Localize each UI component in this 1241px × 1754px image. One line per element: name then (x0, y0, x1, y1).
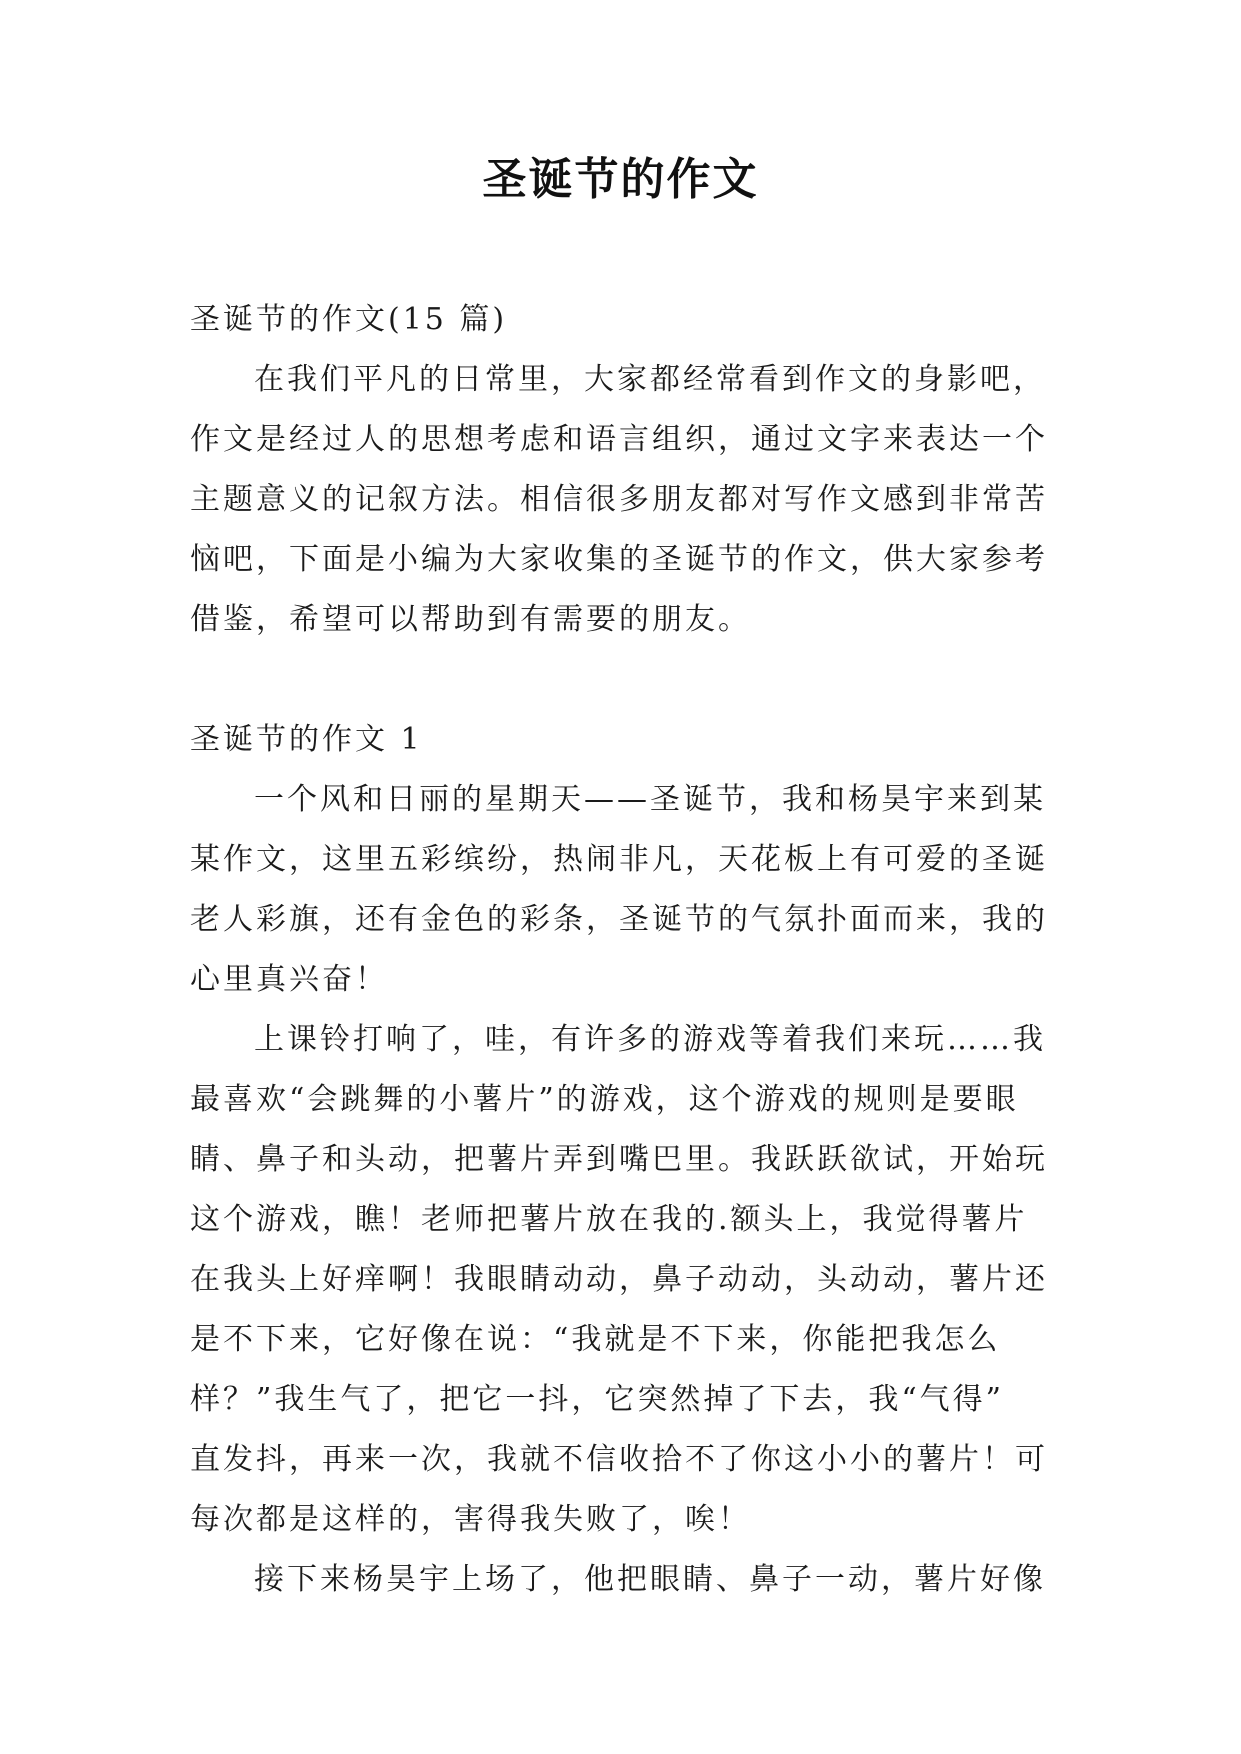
paragraph-line: 作文是经过人的思想考虑和语言组织，通过文字来表达一个 (190, 422, 1048, 457)
paragraph-line: 直发抖，再来一次，我就不信收拾不了你这小小的薯片！可 (190, 1442, 1048, 1477)
paragraph-line: 主题意义的记叙方法。相信很多朋友都对写作文感到非常苦 (190, 482, 1048, 517)
paragraph-line: 接下来杨昊宇上场了，他把眼睛、鼻子一动，薯片好像 (254, 1562, 1046, 1597)
paragraph-line: 借鉴，希望可以帮助到有需要的朋友。 (190, 602, 751, 637)
paragraph-line: 样？”我生气了，把它一抖，它突然掉了下去，我“气得” (190, 1382, 1005, 1417)
blank-line (190, 650, 1056, 710)
paragraph-line: 恼吧，下面是小编为大家收集的圣诞节的作文，供大家参考 (190, 542, 1048, 577)
document-title: 圣诞节的作文 (482, 154, 759, 205)
paragraph-line: 在我头上好痒啊！我眼睛动动，鼻子动动，头动动，薯片还 (190, 1262, 1048, 1297)
section-heading: 圣诞节的作文 1 (190, 722, 423, 757)
paragraph-line: 睛、鼻子和头动，把薯片弄到嘴巴里。我跃跃欲试，开始玩 (190, 1142, 1048, 1177)
section-heading: 圣诞节的作文(15 篇) (190, 302, 508, 337)
document-body (190, 290, 1056, 1610)
paragraph-line: 某作文，这里五彩缤纷，热闹非凡，天花板上有可爱的圣诞 (190, 842, 1048, 877)
paragraph-line: 一个风和日丽的星期天——圣诞节，我和杨昊宇来到某 (254, 782, 1046, 817)
paragraph-line: 在我们平凡的日常里，大家都经常看到作文的身影吧， (254, 362, 1046, 397)
paragraph-line: 最喜欢“会跳舞的小薯片”的游戏，这个游戏的规则是要眼 (190, 1082, 1019, 1117)
paragraph-line: 这个游戏，瞧！老师把薯片放在我的.额头上，我觉得薯片 (190, 1202, 1028, 1237)
paragraph-line: 是不下来，它好像在说：“我就是不下来，你能把我怎么 (190, 1322, 1001, 1357)
paragraph-line: 心里真兴奋！ (190, 962, 388, 997)
paragraph-line: 老人彩旗，还有金色的彩条，圣诞节的气氛扑面而来，我的 (190, 902, 1048, 937)
paragraph-line: 上课铃打响了，哇，有许多的游戏等着我们来玩……我 (254, 1022, 1046, 1057)
paragraph-line: 每次都是这样的，害得我失败了，唉！ (190, 1502, 751, 1537)
